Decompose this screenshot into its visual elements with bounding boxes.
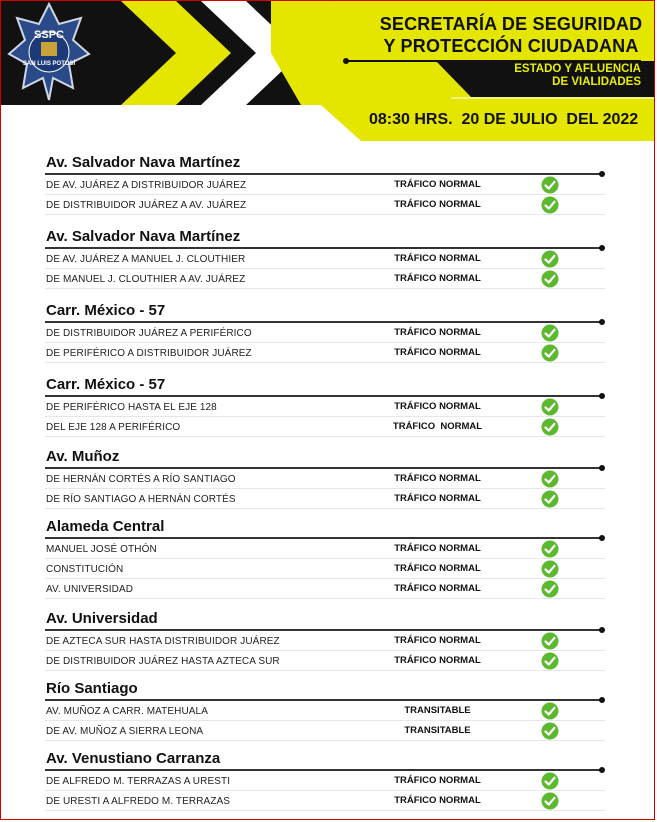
route-label: DE HERNÁN CORTÉS A RÍO SANTIAGO bbox=[46, 474, 236, 485]
check-circle-icon bbox=[541, 632, 559, 650]
check-circle-icon bbox=[541, 560, 559, 578]
traffic-status: TRÁFICO NORMAL bbox=[394, 273, 481, 284]
road-section bbox=[45, 301, 605, 363]
traffic-status: TRÁFICO NORMAL bbox=[394, 179, 481, 190]
route-row bbox=[45, 417, 605, 437]
check-circle-icon bbox=[541, 176, 559, 194]
header-title-line2: Y PROTECCIÓN CIUDADANA bbox=[383, 36, 639, 56]
route-label: DE PERIFÉRICO HASTA EL EJE 128 bbox=[46, 402, 217, 413]
header-title-line1: SECRETARÍA DE SEGURIDAD bbox=[379, 14, 643, 34]
route-row bbox=[45, 195, 605, 215]
route-label: DE DISTRIBUIDOR JUÁREZ A PERIFÉRICO bbox=[46, 328, 252, 339]
route-label: DE PERIFÉRICO A DISTRIBUIDOR JUÁREZ bbox=[46, 348, 252, 359]
traffic-status: TRÁFICO NORMAL bbox=[394, 401, 481, 412]
route-row bbox=[45, 701, 605, 721]
route-row bbox=[45, 469, 605, 489]
traffic-status: TRANSITABLE bbox=[404, 725, 471, 736]
check-circle-icon bbox=[541, 722, 559, 740]
traffic-status: TRÁFICO NORMAL bbox=[394, 563, 481, 574]
road-section bbox=[45, 227, 605, 289]
road-section-title: Av. Venustiano Carranza bbox=[46, 750, 221, 767]
check-circle-icon bbox=[541, 702, 559, 720]
route-row bbox=[45, 397, 605, 417]
check-circle-icon bbox=[541, 270, 559, 288]
traffic-status: TRÁFICO NORMAL bbox=[394, 327, 481, 338]
road-section bbox=[45, 153, 605, 215]
traffic-status: TRÁFICO NORMAL bbox=[392, 421, 483, 432]
road-section-title: Av. Salvador Nava Martínez bbox=[46, 228, 241, 245]
route-label: DEL EJE 128 A PERIFÉRICO bbox=[46, 422, 181, 433]
traffic-status: TRÁFICO NORMAL bbox=[394, 347, 481, 358]
road-section-title: Av. Salvador Nava Martínez bbox=[46, 154, 241, 171]
route-row bbox=[45, 579, 605, 599]
header-subtitle-line1: ESTADO Y AFLUENCIA bbox=[514, 63, 641, 75]
route-label: DE URESTI A ALFREDO M. TERRAZAS bbox=[46, 796, 231, 807]
traffic-status: TRÁFICO NORMAL bbox=[394, 253, 481, 264]
traffic-status: TRÁFICO NORMAL bbox=[394, 493, 481, 504]
road-section bbox=[45, 609, 605, 671]
check-circle-icon bbox=[541, 324, 559, 342]
route-label: DE DISTRIBUIDOR JUÁREZ HASTA AZTECA SUR bbox=[46, 656, 280, 667]
route-label: CONSTITUCIÓN bbox=[46, 564, 124, 575]
check-circle-icon bbox=[541, 250, 559, 268]
route-row bbox=[45, 269, 605, 289]
road-section-title: Av. Universidad bbox=[46, 610, 158, 627]
traffic-status: TRÁFICO NORMAL bbox=[394, 199, 481, 210]
traffic-status: TRÁFICO NORMAL bbox=[394, 583, 481, 594]
check-circle-icon bbox=[541, 652, 559, 670]
traffic-status: TRÁFICO NORMAL bbox=[394, 655, 481, 666]
route-label: AV. MUÑOZ A CARR. MATEHUALA bbox=[46, 706, 208, 717]
header-subtitle-line2: DE VIALIDADES bbox=[552, 76, 641, 88]
route-row bbox=[45, 791, 605, 811]
route-row bbox=[45, 323, 605, 343]
road-section bbox=[45, 749, 605, 811]
route-label: DE AV. JUÁREZ A DISTRIBUIDOR JUÁREZ bbox=[46, 180, 247, 191]
route-label: AV. UNIVERSIDAD bbox=[46, 584, 134, 595]
check-circle-icon bbox=[541, 772, 559, 790]
route-label: DE DISTRIBUIDOR JUÁREZ A AV. JUÁREZ bbox=[46, 200, 247, 211]
check-circle-icon bbox=[541, 196, 559, 214]
traffic-status: TRÁFICO NORMAL bbox=[394, 795, 481, 806]
road-section bbox=[45, 375, 605, 437]
route-label: MANUEL JOSÉ OTHÓN bbox=[46, 544, 157, 555]
check-circle-icon bbox=[541, 490, 559, 508]
route-row bbox=[45, 559, 605, 579]
route-label: DE AV. JUÁREZ A MANUEL J. CLOUTHIER bbox=[46, 254, 246, 265]
check-circle-icon bbox=[541, 540, 559, 558]
traffic-status: TRÁFICO NORMAL bbox=[394, 635, 481, 646]
route-label: DE ALFREDO M. TERRAZAS A URESTI bbox=[46, 776, 231, 787]
road-section bbox=[45, 447, 605, 509]
traffic-status: TRANSITABLE bbox=[404, 705, 471, 716]
route-row bbox=[45, 771, 605, 791]
route-row bbox=[45, 539, 605, 559]
route-row bbox=[45, 721, 605, 741]
road-section-title: Alameda Central bbox=[46, 518, 165, 535]
badge-city: SAN LUIS POTOSÍ bbox=[22, 61, 76, 67]
traffic-status: TRÁFICO NORMAL bbox=[394, 775, 481, 786]
check-circle-icon bbox=[541, 398, 559, 416]
route-row bbox=[45, 175, 605, 195]
sspc-star-badge-icon bbox=[7, 2, 91, 102]
route-row bbox=[45, 343, 605, 363]
check-circle-icon bbox=[541, 418, 559, 436]
badge-acronym: SSPC bbox=[34, 29, 64, 41]
road-section-title: Carr. México - 57 bbox=[46, 376, 166, 393]
check-circle-icon bbox=[541, 344, 559, 362]
check-circle-icon bbox=[541, 470, 559, 488]
route-label: DE RÍO SANTIAGO A HERNÁN CORTÉS bbox=[46, 494, 236, 505]
route-label: DE AZTECA SUR HASTA DISTRIBUIDOR JUÁREZ bbox=[46, 636, 280, 647]
route-row bbox=[45, 249, 605, 269]
road-section-title: Río Santiago bbox=[46, 680, 138, 697]
route-label: DE MANUEL J. CLOUTHIER A AV. JUÁREZ bbox=[46, 274, 246, 285]
road-section bbox=[45, 679, 605, 741]
report-datetime: 08:30 HRS. 20 DE JULIO DEL 2022 bbox=[369, 111, 639, 128]
check-circle-icon bbox=[541, 792, 559, 810]
route-row bbox=[45, 631, 605, 651]
road-section-title: Carr. México - 57 bbox=[46, 302, 166, 319]
route-label: DE AV. MUÑOZ A SIERRA LEONA bbox=[46, 726, 204, 737]
route-row bbox=[45, 651, 605, 671]
check-circle-icon bbox=[541, 580, 559, 598]
road-status-list bbox=[45, 153, 605, 811]
traffic-status: TRÁFICO NORMAL bbox=[394, 473, 481, 484]
route-row bbox=[45, 489, 605, 509]
road-section bbox=[45, 517, 605, 599]
road-section-title: Av. Muñoz bbox=[46, 448, 120, 465]
traffic-status: TRÁFICO NORMAL bbox=[394, 543, 481, 554]
